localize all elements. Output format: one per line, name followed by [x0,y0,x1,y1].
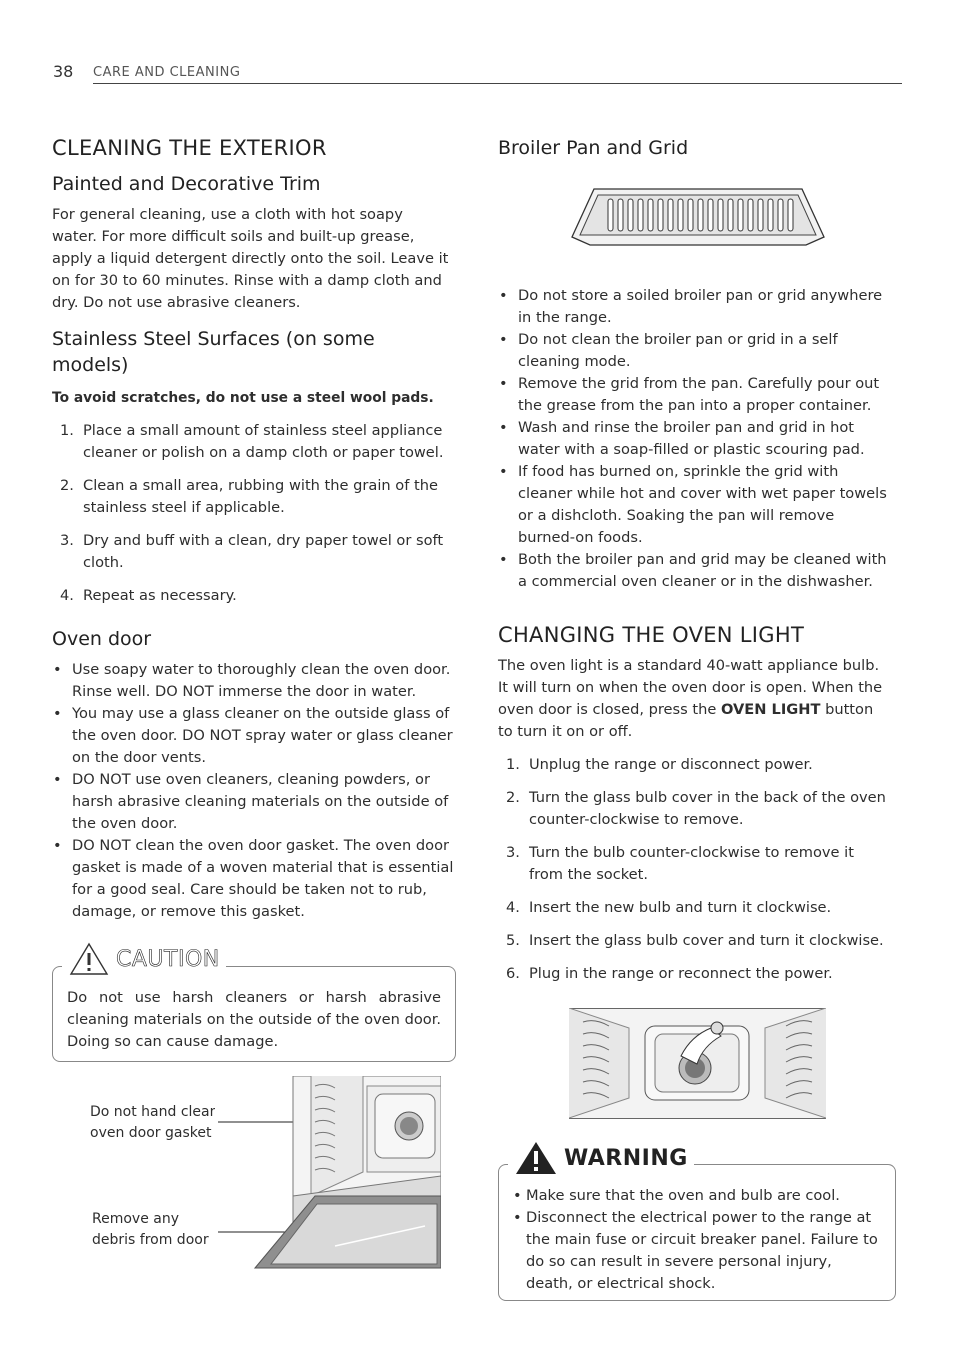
callout-gasket: Do not hand clean oven door gasket [90,1104,219,1141]
page-number: 38 [53,62,74,81]
step-text: Clean a small area, rubbing with the grain of the stainless steel if applicable. [83,477,438,516]
warning-bullets [511,1185,883,1295]
grid-slot [708,199,713,231]
bullet-text: Do not store a soiled broiler pan or grid anywhere in the range. [518,287,883,326]
intro-text: The oven light is a standard 40-watt appliance bulb. It will turn on when the oven door is open. When the oven door is closed, press the [498,657,883,718]
broiler-heading: Broiler Pan and Grid [498,137,689,159]
step-text: Dry and buff with a clean, dry paper towel or soft cloth. [83,532,444,571]
grid-slot [648,199,653,231]
list-item [52,475,452,519]
bullet-text: Make sure that the oven and bulb are cool. [526,1187,840,1204]
caution-text: Do not use harsh cleaners or harsh abrasive cleaning materials on the outside of the oven door. Doing so can cause damage. [67,989,441,1050]
stainless-warning: To avoid scratches, do not use a steel wool pads. [52,390,434,406]
callout-debris: Remove any debris from door [92,1211,209,1248]
warning-word: WARNING [564,1145,688,1171]
grid-slot [688,199,693,231]
step-text: Insert the new bulb and turn it clockwise. [529,899,832,916]
oven-door-bullets [52,659,454,923]
list-item [498,754,892,776]
oven-door-illustration [215,1076,441,1270]
caution-triangle-icon [68,941,110,977]
step-number: 5. [506,932,520,949]
bullet-text: DO NOT clean the oven door gasket. The oven door gasket is made of a woven material that is essential for a good seal. Care should be taken not to rub, damage, or remove this gasket. [72,837,454,920]
grid-slot [638,199,643,231]
stainless-steps [52,420,452,618]
step-number: 1. [60,422,74,439]
list-item [498,963,892,985]
warning-triangle-icon [514,1140,558,1176]
grid-slot [738,199,743,231]
oven-light-title: CHANGING THE OVEN LIGHT [498,623,805,647]
cleaning-exterior-title: CLEANING THE EXTERIOR [52,136,327,160]
step-number: 3. [60,532,74,549]
bullet-text: Do not clean the broiler pan or grid in a self cleaning mode. [518,331,838,370]
step-text: Turn the bulb counter-clockwise to remove it from the socket. [529,844,854,883]
trim-text: For general cleaning, use a cloth with hot soapy water. For more difficult soils and built-up grease, apply a liquid detergent directly onto the soil. Leave it on for 30 to 60 minutes. Rinse with a damp cloth and dry. Do not use abrasive cleaners. [52,206,449,311]
grid-slot [668,199,673,231]
step-text: Place a small amount of stainless steel appliance cleaner or polish on a damp cloth or paper towel. [83,422,444,461]
step-number: 1. [506,756,520,773]
grid-slot [678,199,683,231]
bullet-text: DO NOT use oven cleaners, cleaning powders, or harsh abrasive cleaning materials on the outside of the oven door. [72,771,449,832]
list-item: • You may use a glass cleaner on the outside glass of the oven door. DO NOT spray water or glass cleaner on the door vents. [53,705,453,766]
step-text: Unplug the range or disconnect power. [529,756,813,773]
grid-slot [758,199,763,231]
bullet-text: Disconnect the electrical power to the range at the main fuse or circuit breaker panel. Failure to do so can result in severe personal injury, death, or electrical shock. [526,1209,878,1292]
list-item: • Disconnect the electrical power to the range at the main fuse or circuit breaker panel. Failure to do so can result in severe personal injury, death, or electrical shock. [513,1209,878,1292]
list-item: • Wash and rinse the broiler pan and grid in hot water with a soap-filled or plastic scouring pad. [499,419,865,458]
step-number: 4. [506,899,520,916]
list-item [52,420,452,464]
intro-text: button to turn it on or off. [498,701,874,740]
list-item [52,530,452,574]
step-number: 6. [506,965,520,982]
list-item: • Remove the grid from the pan. Carefully pour out the grease from the pan into a proper container. [499,375,880,414]
list-item [498,842,892,886]
list-item [498,787,892,831]
trim-heading: Painted and Decorative Trim [52,173,321,195]
warning-box [498,1164,896,1301]
grid-slot [628,199,633,231]
oven-bulb-illustration [569,1008,826,1119]
grid-slot [718,199,723,231]
grid-slot [658,199,663,231]
list-item: • Make sure that the oven and bulb are cool. [513,1187,840,1204]
list-item: • Both the broiler pan and grid may be cleaned with a commercial oven cleaner or in the dishwasher. [499,551,887,590]
step-number: 4. [60,587,74,604]
list-item: • DO NOT use oven cleaners, cleaning powders, or harsh abrasive cleaning materials on the outside of the oven door. [53,771,449,832]
broiler-bullets [498,285,892,593]
bullet-text: Remove the grid from the pan. Carefully pour out the grease from the pan into a proper container. [518,375,880,414]
step-text: Repeat as necessary. [83,587,237,604]
warning-label [508,1140,694,1176]
list-item: • DO NOT clean the oven door gasket. The oven door gasket is made of a woven material that is essential for a good seal. Care should be taken not to rub, damage, or remove this gasket. [53,837,454,920]
step-number: 2. [506,789,520,806]
list-item: • Use soapy water to thoroughly clean the oven door. Rinse well. DO NOT immerse the door in water. [53,661,451,700]
step-text: Plug in the range or reconnect the power. [529,965,833,982]
grid-slot [728,199,733,231]
grid-slot [768,199,773,231]
list-item: • If food has burned on, sprinkle the grid with cleaner while hot and cover with wet paper towels or a dishcloth. Soaking the pan will remove burned-on foods. [499,463,887,546]
oven-door-heading: Oven door [52,628,152,650]
list-item [498,930,892,952]
grid-slot [698,199,703,231]
grid-slot [778,199,783,231]
grid-slot [618,199,623,231]
bullet-text: You may use a glass cleaner on the outside glass of the oven door. DO NOT spray water or glass cleaner on the door vents. [72,705,453,766]
header-rule [93,83,902,84]
caution-word: CAUTION [116,946,220,972]
list-item [498,897,892,919]
broiler-pan-illustration [568,185,828,251]
list-item [52,585,452,607]
caution-label [62,941,226,977]
list-item: • Do not store a soiled broiler pan or grid anywhere in the range. [499,287,883,326]
oven-light-button-name: OVEN LIGHT [720,701,821,718]
bullet-text: If food has burned on, sprinkle the grid with cleaner while hot and cover with wet paper towels or a dishcloth. Soaking the pan will remove burned-on foods. [518,463,887,546]
step-text: Insert the glass bulb cover and turn it clockwise. [529,932,884,949]
oven-light-steps [498,754,892,996]
section-title: CARE AND CLEANING [93,65,241,80]
caution-box [52,966,456,1062]
step-number: 2. [60,477,74,494]
grid-slot [788,199,793,231]
stainless-heading: Stainless Steel Surfaces (on some models) [52,328,375,376]
step-number: 3. [506,844,520,861]
grid-slot [748,199,753,231]
bullet-text: Both the broiler pan and grid may be cleaned with a commercial oven cleaner or in the dishwasher. [518,551,887,590]
bullet-text: Wash and rinse the broiler pan and grid in hot water with a soap-filled or plastic scouring pad. [518,419,865,458]
list-item: • Do not clean the broiler pan or grid in a self cleaning mode. [499,331,838,370]
bullet-text: Use soapy water to thoroughly clean the oven door. Rinse well. DO NOT immerse the door in water. [72,661,451,700]
oven-light-intro [498,655,892,743]
grid-slot [608,199,613,231]
step-text: Turn the glass bulb cover in the back of the oven counter-clockwise to remove. [529,789,886,828]
